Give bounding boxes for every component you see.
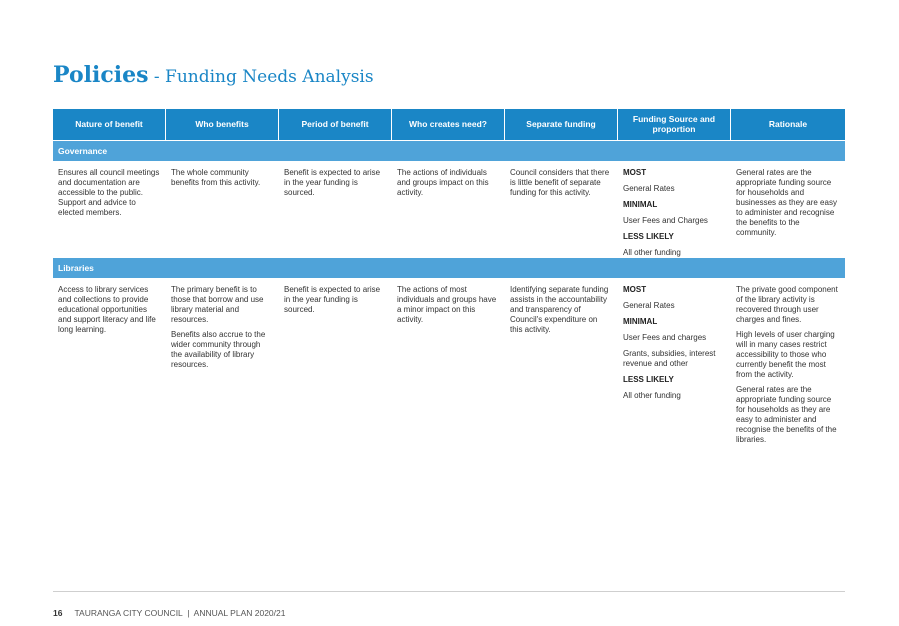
header-who-benefits: Who benefits	[166, 109, 279, 140]
cell-text: Benefit is expected to arise in the year funding is sourced.	[284, 168, 381, 197]
funding-source-item: All other funding	[623, 248, 681, 257]
page-title-sub: - Funding Needs Analysis	[148, 67, 374, 87]
cell-who-benefits	[166, 168, 279, 264]
cell-text: Benefits also accrue to the wider community through the availability of library resources.	[171, 330, 266, 369]
funding-level-label: LESS LIKELY	[623, 232, 674, 241]
table-header-row	[53, 109, 845, 140]
cell-separate-funding	[505, 168, 618, 264]
cell-text: Council considers that there is little benefit of separate funding for this activity.	[510, 168, 610, 197]
funding-level-label: LESS LIKELY	[623, 375, 674, 384]
page-title-main: Policies	[53, 62, 149, 88]
cell-text: General rates are the appropriate funding source for households as they are easy to administer and recognise the benefits of the libraries.	[736, 385, 837, 444]
cell-who-creates-need	[392, 168, 505, 264]
header-nature-of-benefit: Nature of benefit	[53, 109, 166, 140]
cell-rationale	[731, 168, 845, 264]
funding-source-item: General Rates	[623, 301, 675, 310]
funding-level-label: MINIMAL	[623, 317, 658, 326]
cell-text: The primary benefit is to those that borrow and use library material and resources.	[171, 285, 264, 324]
table-row-governance	[53, 168, 845, 264]
cell-text: High levels of user charging will in many cases restrict accessibility to those who currently benefit the most from the activity.	[736, 330, 835, 379]
cell-separate-funding	[505, 285, 618, 450]
cell-text: The actions of most individuals and groups have a minor impact on this activity.	[397, 285, 497, 324]
funding-source-item: User Fees and charges	[623, 333, 707, 342]
funding-source-item: All other funding	[623, 391, 681, 400]
cell-who-benefits	[166, 285, 279, 450]
cell-text: The whole community benefits from this activity.	[171, 168, 261, 187]
cell-text: General rates are the appropriate funding source for households and businesses as they are easy to administer and recognise the benefits to the community.	[736, 168, 837, 237]
cell-period	[279, 168, 392, 264]
section-libraries: Libraries	[53, 258, 845, 278]
table-row-libraries	[53, 285, 845, 450]
cell-text: Access to library services and collections to provide educational opportunities and support literacy and life long learning.	[58, 285, 156, 334]
cell-nature	[53, 168, 166, 264]
cell-text: Benefit is expected to arise in the year funding is sourced.	[284, 285, 381, 314]
page-number: 16	[53, 608, 63, 618]
cell-funding-source	[618, 285, 731, 450]
page-title	[53, 55, 374, 87]
header-separate-funding: Separate funding	[505, 109, 618, 140]
header-rationale: Rationale	[768, 118, 808, 129]
cell-funding-source	[618, 168, 731, 264]
cell-text: Ensures all council meetings and documentation are accessible to the public. Support and advice to elected members.	[58, 168, 160, 217]
cell-who-creates-need	[392, 285, 505, 450]
section-governance: Governance	[53, 141, 845, 161]
footer-text: TAURANGA CITY COUNCIL | ANNUAL PLAN 2020/21	[74, 608, 286, 618]
cell-text: Identifying separate funding assists in the accountability and transparency of Council's expenditure on this activity.	[510, 285, 609, 334]
funding-source-item: Grants, subsidies, interest revenue and other	[623, 349, 716, 368]
footer-divider	[53, 591, 845, 592]
header-funding-source: Funding Source and proportion	[618, 109, 731, 140]
cell-period	[279, 285, 392, 450]
header-period-of-benefit: Period of benefit	[279, 109, 392, 140]
cell-text: The actions of individuals and groups impact on this activity.	[397, 168, 489, 197]
cell-nature	[53, 285, 166, 450]
cell-text: The private good component of the library activity is recovered through user charges and fines.	[736, 285, 838, 324]
cell-rationale	[731, 285, 845, 450]
funding-level-label: MOST	[623, 168, 647, 177]
funding-level-label: MINIMAL	[623, 200, 658, 209]
funding-level-label: MOST	[623, 285, 647, 294]
page-footer	[53, 608, 285, 618]
header-who-creates-need: Who creates need?	[392, 109, 505, 140]
funding-source-item: User Fees and Charges	[623, 216, 708, 225]
funding-source-item: General Rates	[623, 184, 675, 193]
